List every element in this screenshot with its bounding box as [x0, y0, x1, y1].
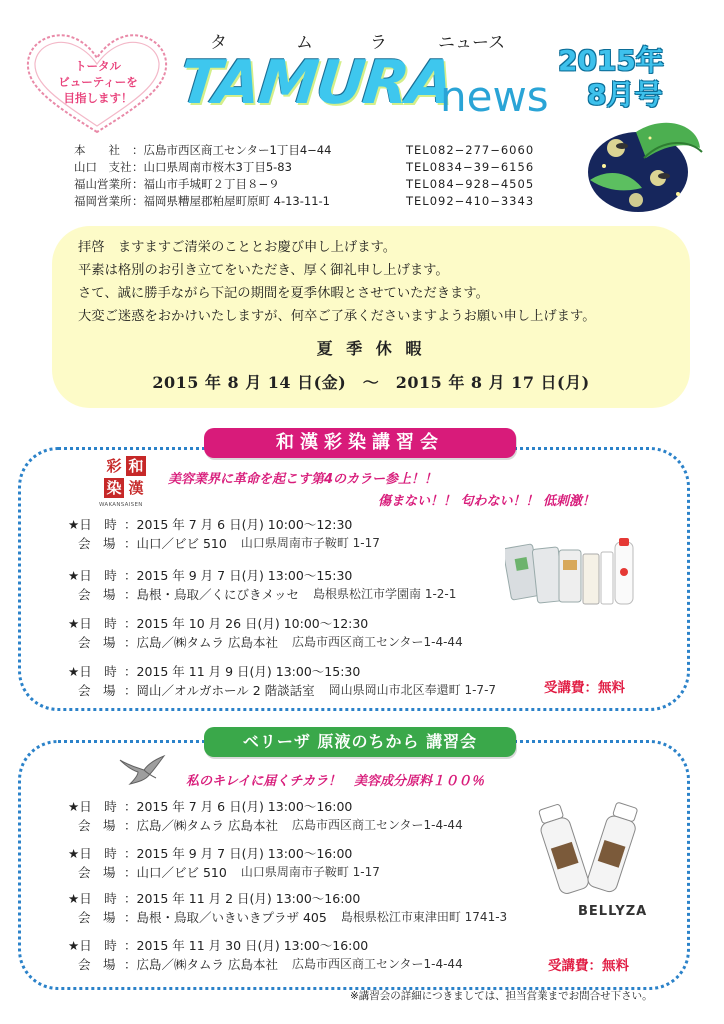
- greeting-line: 大変ご迷惑をおかけいたしますが、何卒ご了承くださいますようお願い申し上げます。: [78, 309, 596, 324]
- session-venue: ：山口／ビビ 510: [124, 865, 227, 880]
- wakansaisen-logo-sub: WAKANSAISEN: [99, 502, 143, 508]
- office-tel: TEL092−410−3343: [406, 194, 535, 208]
- seminar1-tagline: 美容業界に革命を起こす第4のカラー参上！！: [168, 472, 438, 487]
- logo-news-text: news: [440, 72, 549, 121]
- greeting-line: 平素は格別のお引き立てをいただき、厚く御礼申し上げます。: [78, 263, 449, 278]
- masthead-kana-mu: ム: [296, 33, 313, 53]
- session-address: 島根県松江市学園南 1-2-1: [313, 587, 457, 601]
- office-name: 本 社: [74, 143, 120, 157]
- seminar1-fee: 受講費：無料: [544, 680, 625, 696]
- session-address: 山口県周南市子鞍町 1-17: [240, 865, 380, 879]
- date-label: ★日 時: [68, 846, 117, 861]
- session-item: [68, 889, 507, 927]
- venue-label: 会 場: [78, 683, 116, 698]
- venue-label: 会 場: [78, 587, 116, 602]
- holiday-period: 2015 年 8 月 14 日(金) ～ 2015 年 8 月 17 日(月): [152, 373, 590, 392]
- holiday-title: 夏 季 休 暇: [316, 339, 426, 358]
- office-name: 山口 支社: [74, 160, 132, 174]
- session-address: 広島市西区商工センター1-4-44: [291, 635, 463, 649]
- session-address: 広島市西区商工センター1-4-44: [291, 957, 463, 971]
- session-item: [68, 662, 496, 700]
- session-date: ：2015 年 11 月 2 日(月) 13:00〜16:00: [124, 891, 361, 906]
- office-address: ：山口県周南市桜木3丁目5-83: [132, 160, 292, 174]
- session-venue: ：広島／㈱タムラ 広島本社: [124, 818, 278, 833]
- date-label: ★日 時: [68, 616, 117, 631]
- venue-label: 会 場: [78, 957, 116, 972]
- seminar2-tagline: 私のキレイに届くチカラ！ 美容成分原料１００％: [186, 774, 484, 789]
- session-venue: ：広島／㈱タムラ 広島本社: [124, 635, 278, 650]
- venue-label: 会 場: [78, 910, 116, 925]
- session-date: ：2015 年 7 月 6 日(月) 13:00〜16:00: [124, 799, 353, 814]
- swallow-bird-icon: [118, 752, 166, 786]
- heart-slogan: トータル ビューティーを 目指します！: [58, 59, 138, 105]
- office-row-fukuyama: [74, 176, 574, 193]
- office-name: 福山営業所: [74, 177, 132, 191]
- session-address: 広島市西区商工センター1-4-44: [291, 818, 463, 832]
- date-label: ★日 時: [68, 568, 117, 583]
- bellyza-brand: BELLYZA: [578, 904, 648, 919]
- footnote: ※講習会の詳細につきましては、担当営業までお問合せ下さい。: [350, 990, 653, 1002]
- seminar1-title: 和漢彩染講習会: [204, 428, 516, 458]
- seminar2-title: ベリーザ 原液のちから 講習会: [204, 727, 516, 757]
- bellyza-bottles-icon: [536, 800, 648, 896]
- session-date: ：2015 年 9 月 7 日(月) 13:00〜16:00: [124, 846, 353, 861]
- seminar2-fee: 受講費：無料: [548, 958, 629, 974]
- date-label: ★日 時: [68, 938, 117, 953]
- tamura-logo: TAMURA: [176, 48, 456, 118]
- session-address: 山口県周南市子鞍町 1-17: [240, 536, 380, 550]
- session-date: ：2015 年 7 月 6 日(月) 10:00〜12:30: [124, 517, 353, 532]
- office-address: ：広島市西区商工センター1丁目4−44: [132, 143, 332, 157]
- session-venue: ：広島／㈱タムラ 広島本社: [124, 957, 278, 972]
- session-item: [68, 614, 463, 652]
- session-item: [68, 515, 380, 553]
- masthead-kana-news: ニュース: [438, 33, 506, 53]
- seminar1-subtagline: 傷まない！！ 匂わない！！ 低刺激！: [378, 494, 596, 509]
- masthead-kana-ta: タ: [210, 33, 227, 53]
- office-tel: TEL0834−39−6156: [406, 160, 535, 174]
- session-venue: ：山口／ビビ 510: [124, 536, 227, 551]
- issue-year: 2015年: [558, 44, 664, 77]
- office-name: 福岡営業所: [74, 194, 132, 208]
- greeting-line: さて、誠に勝手ながら下記の期間を夏季休暇とさせていただきます。: [78, 286, 489, 301]
- date-label: ★日 時: [68, 891, 117, 906]
- session-venue: ：島根・鳥取／くにびきメッセ: [124, 587, 300, 602]
- session-date: ：2015 年 11 月 9 日(月) 13:00〜15:30: [124, 664, 361, 679]
- office-row-fukuoka: [74, 193, 574, 210]
- firefly-illustration-icon: [586, 118, 704, 214]
- session-item: [68, 566, 456, 604]
- date-label: ★日 時: [68, 664, 117, 679]
- office-tel: TEL084−928−4505: [406, 177, 535, 191]
- date-label: ★日 時: [68, 799, 117, 814]
- session-address: 島根県松江市東津田町 1741-3: [340, 910, 508, 924]
- office-tel: TEL082−277−6060: [406, 143, 535, 157]
- session-item: [68, 936, 463, 974]
- hair-color-products-icon: [505, 536, 637, 614]
- issue-month: 8月号: [587, 78, 663, 111]
- venue-label: 会 場: [78, 818, 116, 833]
- greeting-text: [78, 236, 678, 328]
- session-address: 岡山県岡山市北区奉還町 1-7-7: [328, 683, 497, 697]
- venue-label: 会 場: [78, 635, 116, 650]
- session-date: ：2015 年 11 月 30 日(月) 13:00〜16:00: [124, 938, 369, 953]
- office-row-head: [74, 142, 574, 159]
- venue-label: 会 場: [78, 536, 116, 551]
- greeting-line: 拝啓 ますますご清栄のこととお慶び申し上げます。: [78, 240, 397, 255]
- office-address: ：福山市手城町２丁目８−９: [132, 177, 280, 191]
- session-item: [68, 844, 380, 882]
- date-label: ★日 時: [68, 517, 117, 532]
- session-venue: ：岡山／オルガホール 2 階談話室: [124, 683, 315, 698]
- session-venue: ：島根・鳥取／いきいきプラザ 405: [124, 910, 327, 925]
- masthead-kana-ra: ラ: [370, 33, 387, 53]
- office-list: [74, 142, 574, 210]
- session-item: [68, 797, 463, 835]
- venue-label: 会 場: [78, 865, 116, 880]
- office-row-yamaguchi: [74, 159, 574, 176]
- wakansaisen-logo: 彩 和 染 漢: [104, 456, 148, 500]
- office-address: ：福岡県糟屋郡粕屋町原町 4-13-11-1: [132, 194, 331, 208]
- session-date: ：2015 年 9 月 7 日(月) 13:00〜15:30: [124, 568, 353, 583]
- session-date: ：2015 年 10 月 26 日(月) 10:00〜12:30: [124, 616, 369, 631]
